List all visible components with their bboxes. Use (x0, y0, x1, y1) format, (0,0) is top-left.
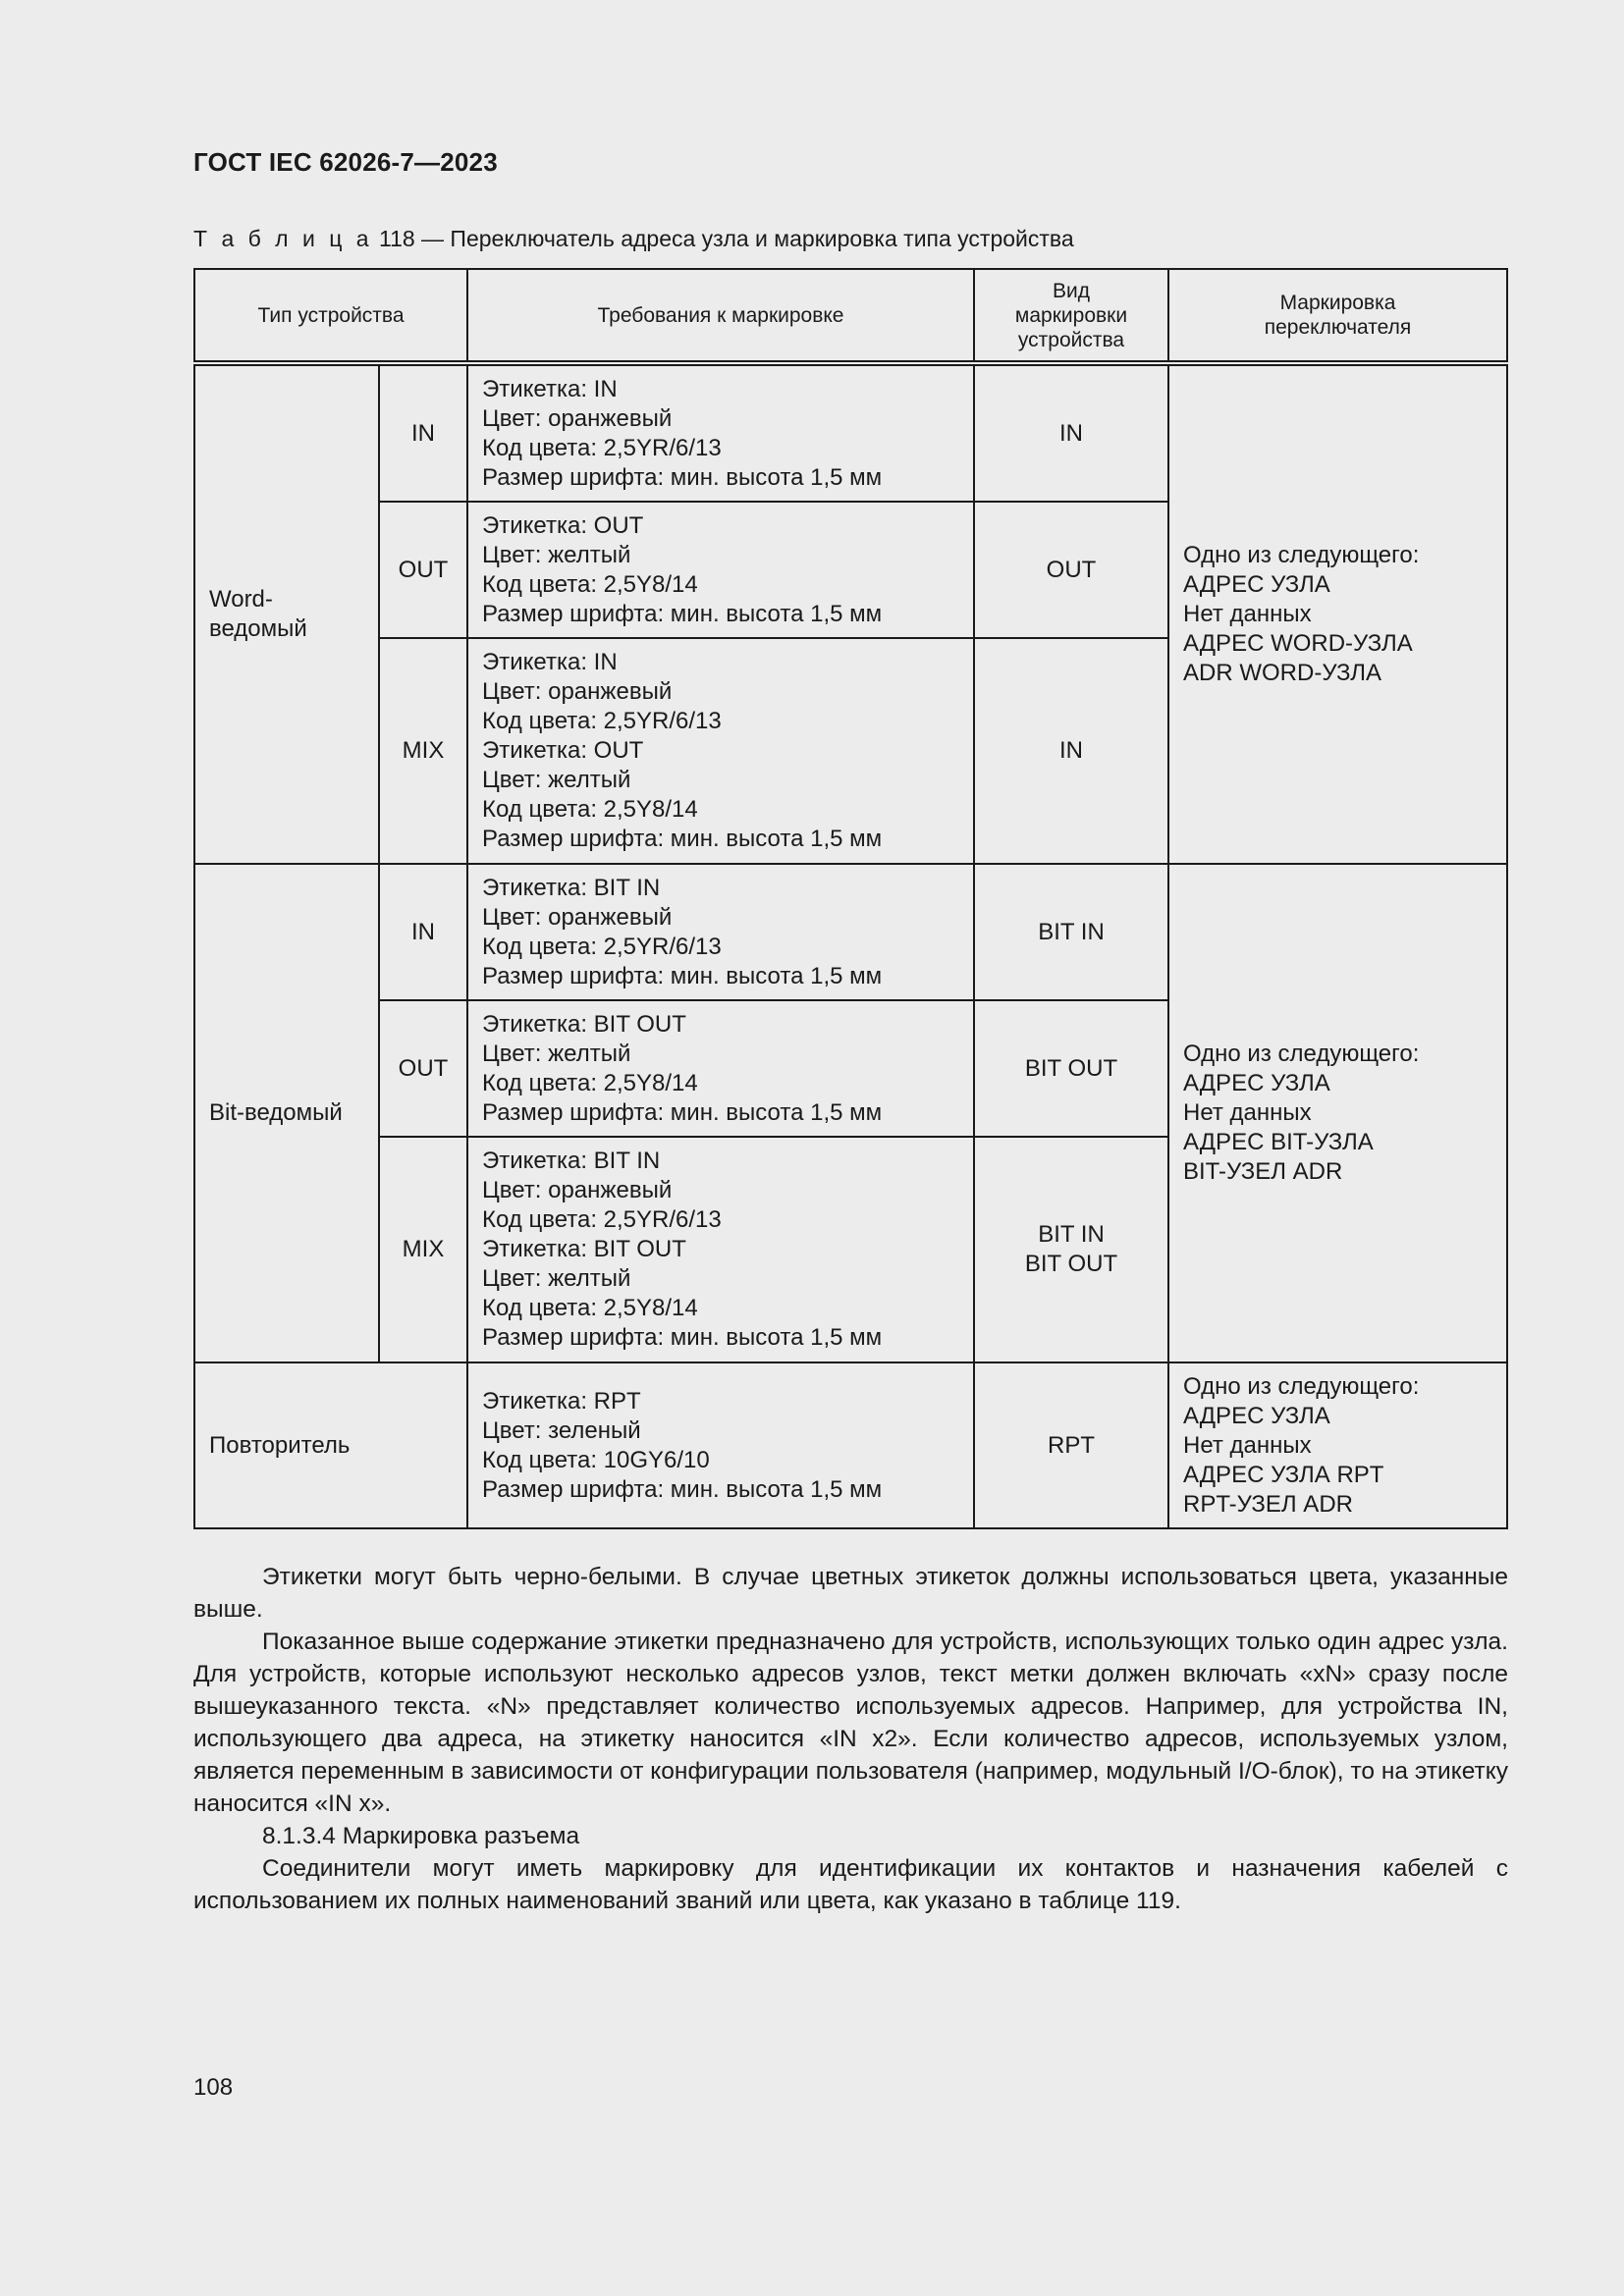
req-line: Цвет: желтый (482, 767, 631, 793)
device-type-line: Word- (209, 586, 273, 613)
req-line: Цвет: желтый (482, 1265, 631, 1292)
req-line: Код цвета: 2,5Y8/14 (482, 570, 698, 598)
view-cell (974, 638, 1168, 864)
view-line: BIT OUT (1024, 1054, 1118, 1082)
req-line: Размер шрифта: мин. высота 1,5 мм (482, 1475, 883, 1503)
switch-line: АДРЕС УЗЛА (1183, 1070, 1330, 1096)
header-view-line: маркировки (1014, 303, 1128, 327)
body-text (193, 1561, 1508, 1917)
view-cell (974, 363, 1168, 502)
switch-line: BIT-УЗЕЛ ADR (1183, 1158, 1343, 1185)
table-row (194, 864, 1507, 1000)
device-type-cell (194, 864, 379, 1362)
view-line: RPT (1048, 1431, 1095, 1459)
header-switch-line: Маркировка (1279, 292, 1396, 314)
req-line: Этикетка: BIT IN (482, 1148, 661, 1174)
switch-line: Одно из следующего: (1183, 1041, 1420, 1067)
table-row (194, 363, 1507, 502)
switch-line: RPT-УЗЕЛ ADR (1183, 1490, 1353, 1518)
subtype-cell: IN (379, 864, 467, 1000)
paragraph: Соединители могут иметь маркировку для идентификации их контактов и назначения кабелей с использованием их полных наименований званий или цвета, как указано в таблице 119. (193, 1855, 1508, 1914)
device-type-cell: Повторитель (194, 1362, 467, 1528)
requirements-cell (467, 1000, 974, 1137)
view-line: IN (1059, 737, 1083, 764)
header-view-line: Вид (1053, 279, 1090, 302)
switch-line: Нет данных (1183, 1431, 1312, 1459)
requirements-cell (467, 502, 974, 638)
header-switch-line: переключателя (1264, 316, 1412, 339)
req-line: Этикетка: IN (482, 649, 618, 675)
req-line: Размер шрифта: мин. высота 1,5 мм (482, 826, 883, 852)
switch-line: Одно из следующего: (1183, 542, 1420, 568)
req-line: Код цвета: 2,5Y8/14 (482, 796, 698, 823)
paragraph: Этикетки могут быть черно-белыми. В случае цветных этикеток должны использоваться цвета, указанные выше. (193, 1564, 1508, 1623)
view-line: OUT (1046, 556, 1097, 583)
req-line: Код цвета: 2,5YR/6/13 (482, 434, 722, 461)
req-line: Размер шрифта: мин. высота 1,5 мм (482, 600, 883, 627)
view-line: BIT OUT (1024, 1251, 1118, 1277)
switch-line: АДРЕС УЗЛА RPT (1183, 1461, 1384, 1488)
switch-line: АДРЕС УЗЛА (1183, 1402, 1330, 1429)
view-cell (974, 1000, 1168, 1137)
switch-cell (1168, 864, 1507, 1362)
req-line: Код цвета: 2,5YR/6/13 (482, 1206, 722, 1233)
switch-line: АДРЕС BIT-УЗЛА (1183, 1129, 1374, 1155)
marking-table (193, 268, 1508, 1529)
req-line: Код цвета: 10GY6/10 (482, 1446, 710, 1473)
req-line: Размер шрифта: мин. высота 1,5 мм (482, 962, 883, 989)
req-line: Этикетка: RPT (482, 1387, 641, 1415)
req-line: Цвет: желтый (482, 1040, 631, 1067)
req-line: Этикетка: OUT (482, 511, 644, 539)
switch-line: Одно из следующего: (1183, 1372, 1420, 1400)
caption-text: — Переключатель адреса узла и маркировка типа устройства (421, 226, 1074, 251)
req-line: Этикетка: BIT IN (482, 874, 661, 901)
header-view-line: устройства (1017, 328, 1125, 351)
header-view (974, 269, 1168, 363)
subtype-cell: MIX (379, 1137, 467, 1362)
requirements-cell (467, 1137, 974, 1362)
req-line: Цвет: желтый (482, 541, 631, 568)
view-cell (974, 864, 1168, 1000)
switch-cell (1168, 1362, 1507, 1528)
req-line: Цвет: оранжевый (482, 404, 673, 432)
req-line: Цвет: зеленый (482, 1416, 641, 1444)
switch-line: АДРЕС УЗЛА (1183, 571, 1330, 598)
view-line: BIT IN (1038, 1221, 1105, 1248)
switch-line: АДРЕС WORD-УЗЛА (1183, 630, 1413, 657)
header-device-type: Тип устройства (194, 269, 467, 363)
document-header: ГОСТ IEC 62026-7—2023 (193, 147, 498, 177)
subtype-cell: IN (379, 363, 467, 502)
switch-line: Нет данных (1183, 601, 1312, 627)
requirements-cell (467, 1362, 974, 1528)
req-line: Цвет: оранжевый (482, 1177, 673, 1203)
view-cell (974, 1362, 1168, 1528)
req-line: Этикетка: OUT (482, 737, 644, 764)
device-type-cell (194, 363, 379, 864)
req-line: Размер шрифта: мин. высота 1,5 мм (482, 1324, 883, 1351)
paragraph: Показанное выше содержание этикетки предназначено для устройств, использующих только один адрес узла. Для устройств, которые используют несколько адресов узлов, текст метки должен включать «xN» сразу после вышеуказанного текста. «N» представляет количество используемых адресов. Например, для устройства IN, использующего два адреса, на этикетку наносится «IN x2». Если количество адресов, используемых узлом, является переменным в зависимости от конфигурации пользователя (например, модульный I/O-блок), то на этикетку наносится «IN x». (193, 1629, 1508, 1817)
req-line: Код цвета: 2,5Y8/14 (482, 1295, 698, 1321)
table-caption (193, 226, 1074, 252)
req-line: Размер шрифта: мин. высота 1,5 мм (482, 463, 883, 491)
header-requirements: Требования к маркировке (467, 269, 974, 363)
section-heading: 8.1.3.4 Маркировка разъема (262, 1823, 580, 1849)
table-header-row (194, 269, 1507, 363)
requirements-cell (467, 864, 974, 1000)
requirements-cell (467, 638, 974, 864)
device-type-line: ведомый (209, 615, 307, 642)
header-switch (1168, 269, 1507, 363)
view-cell (974, 1137, 1168, 1362)
view-line: IN (1059, 419, 1083, 447)
switch-cell (1168, 363, 1507, 864)
subtype-cell: MIX (379, 638, 467, 864)
req-line: Цвет: оранжевый (482, 678, 673, 705)
switch-line: Нет данных (1183, 1099, 1312, 1126)
req-line: Этикетка: BIT OUT (482, 1236, 686, 1262)
switch-line: ADR WORD-УЗЛА (1183, 660, 1382, 686)
req-line: Код цвета: 2,5YR/6/13 (482, 933, 722, 960)
subtype-cell: OUT (379, 1000, 467, 1137)
caption-number: 118 (378, 226, 415, 251)
table-row (194, 1362, 1507, 1528)
req-line: Этикетка: BIT OUT (482, 1010, 686, 1038)
view-line: BIT IN (1038, 918, 1105, 945)
page-number: 108 (193, 2074, 234, 2101)
req-line: Код цвета: 2,5YR/6/13 (482, 708, 722, 734)
req-line: Код цвета: 2,5Y8/14 (482, 1069, 698, 1096)
req-line: Размер шрифта: мин. высота 1,5 мм (482, 1098, 883, 1126)
requirements-cell (467, 363, 974, 502)
req-line: Цвет: оранжевый (482, 903, 673, 931)
view-cell (974, 502, 1168, 638)
caption-prefix: Т а б л и ц а (193, 226, 373, 251)
req-line: Этикетка: IN (482, 375, 618, 402)
device-type-line: Bit-ведомый (209, 1099, 343, 1126)
subtype-cell: OUT (379, 502, 467, 638)
